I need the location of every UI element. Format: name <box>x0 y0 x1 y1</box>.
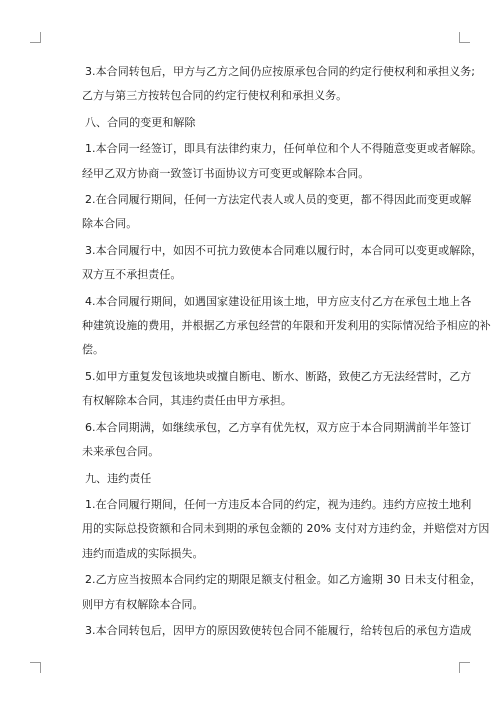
clause-paragraph <box>82 137 483 186</box>
page-corner-mark-top-right <box>459 32 470 43</box>
paragraph-line: 2.在合同履行期间，任何一方法定代表人或人员的变更，都不得因此而变更或解 <box>85 193 472 207</box>
paragraph-line: 4.本合同履行期间，如遇国家建设征用该土地，甲方应支付乙方在承包土地上各 <box>85 294 472 308</box>
page-corner-mark-top-left <box>30 32 41 43</box>
paragraph-line: 则甲方有权解除本合同。 <box>82 597 204 611</box>
paragraph-line: 6.本合同期满，如继续承包，乙方享有优先权，双方应于本合同期满前半年签订 <box>85 420 472 434</box>
paragraph-line: 用的实际总投资额和合同未到期的承包金额的 20% 支付对方违约金，并赔偿对方因 <box>82 522 490 536</box>
clause-paragraph <box>82 568 482 617</box>
clause-paragraph <box>82 290 491 363</box>
paragraph-line: 种建筑设施的费用，并根据乙方承包经营的年限和开发利用的实际情况给予相应的补 <box>82 319 491 333</box>
paragraph-line: 双方互不承担责任。 <box>82 268 182 282</box>
section-heading: 九、违约责任 <box>85 471 152 485</box>
paragraph-line: 2.乙方应当按照本合同约定的期限足额支付租金。如乙方逾期 30 日未支付租金， <box>85 573 482 587</box>
clause-paragraph <box>82 60 476 109</box>
paragraph-line: 经甲乙双方协商一致签订书面协议方可变更或解除本合同。 <box>82 166 370 180</box>
paragraph-line: 除本合同。 <box>82 217 138 231</box>
paragraph-line: 偿。 <box>82 343 105 357</box>
section-heading: 八、合同的变更和解除 <box>85 115 196 129</box>
paragraph-line: 未来承包合同。 <box>82 445 160 459</box>
paragraph-line: 有权解除本合同，其违约责任由甲方承担。 <box>82 394 292 408</box>
clause-paragraph <box>82 416 472 465</box>
clause-paragraph <box>82 188 472 237</box>
paragraph-line: 5.如甲方重复发包该地块或擅自断电、断水、断路，致使乙方无法经营时，乙方 <box>85 369 472 383</box>
paragraph-line: 1.本合同一经签订，即具有法律约束力，任何单位和个人不得随意变更或者解除。 <box>85 142 483 156</box>
paragraph-line: 3.本合同转包后，甲方与乙方之间仍应按原承包合同的约定行使权利和承担义务; <box>85 65 476 78</box>
paragraph-line: 3.本合同转包后，因甲方的原因致使转包合同不能履行，给转包后的承包方造成 <box>85 623 472 637</box>
clause-paragraph <box>82 619 472 643</box>
page-corner-mark-bottom-right <box>459 662 470 673</box>
paragraph-line: 乙方与第三方按转包合同的约定行使权利和承担义务。 <box>82 89 348 103</box>
clause-paragraph <box>82 239 483 288</box>
paragraph-line: 违约而造成的实际损失。 <box>82 546 204 560</box>
document-body <box>82 60 491 660</box>
clause-paragraph <box>82 493 490 566</box>
paragraph-line: 1.在合同履行期间，任何一方违反本合同的约定，视为违约。违约方应按土地利 <box>85 497 472 511</box>
clause-paragraph <box>82 365 472 414</box>
page-corner-mark-bottom-left <box>30 662 41 673</box>
paragraph-line: 3.本合同履行中，如因不可抗力致使本合同难以履行时，本合同可以变更或解除， <box>85 243 483 257</box>
